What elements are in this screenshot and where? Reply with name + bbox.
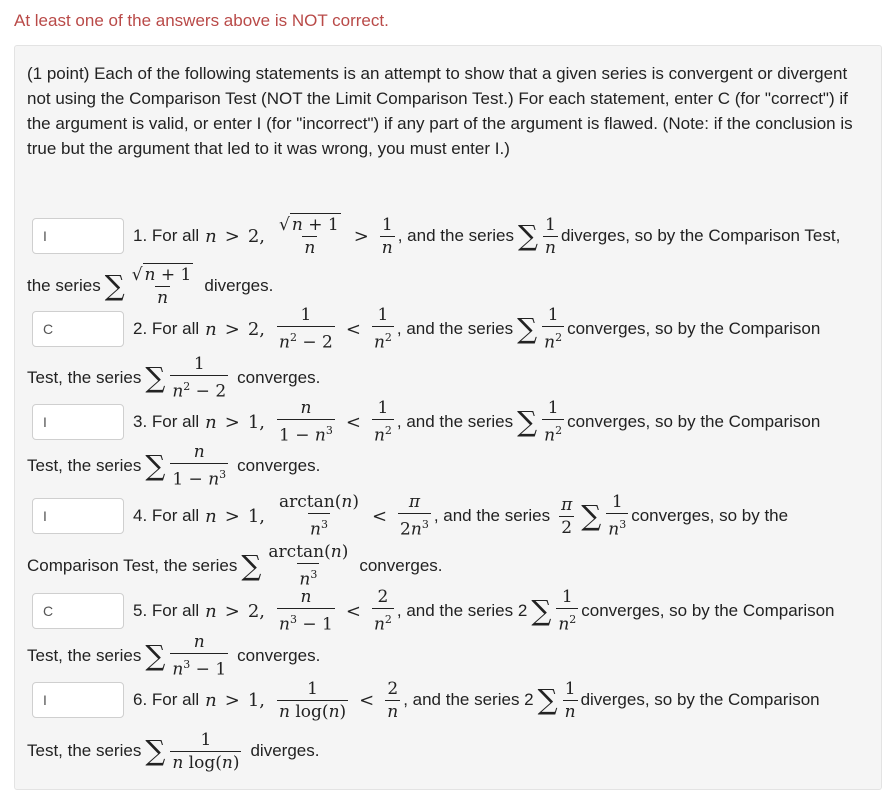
statement-4-cont: Comparison Test, the series ∑ $\frac{\arctan(n)}{n^3}$ converges.: [27, 542, 443, 590]
answer-input-1[interactable]: [32, 218, 124, 254]
statement-1: 1. For all n > 2, $\frac{√ n + 1}{n}$ > $\frac{1}{n}$ , and the series ∑ $\frac{1}{n}$ diverges, so by the Comparison Test,: [133, 214, 841, 258]
statement-6-cont: Test, the series ∑ $\frac{1}{\text{n log(n)}}$ diverges.: [27, 729, 320, 773]
statement-4: 4. For all n > 1, $\frac{\arctan(n)}{n^3}$ < $\frac{\pi}{2n^3}$ , and the series $\frac{\pi}{2}$ ∑ $\frac{1}{n^3}$ converges, so by the: [133, 492, 789, 540]
problem-panel: [14, 45, 882, 790]
statement-5-cont: Test, the series ∑ $\frac{n}{n^3 - 1}$ converges.: [27, 632, 321, 680]
error-message: At least one of the answers above is NOT correct.: [14, 11, 389, 30]
answer-input-5[interactable]: [32, 593, 124, 629]
statement-2-cont: Test, the series ∑ $\frac{1}{n^2 - 2}$ converges.: [27, 354, 321, 402]
statement-5: 5. For all n > 2, $\frac{n}{n^3 - 1}$ < $\frac{2}{n^2}$ , and the series 2 ∑ $\frac{1}{n^2}$ converges, so by the Comparison: [133, 587, 835, 635]
problem-intro: (1 point) Each of the following statements is an attempt to show that a given series is convergent or divergent not using the Comparison Test (NOT the Limit Comparison Test.) For each statement, enter C (for "correct") if the argument is valid, or enter I (for "incorrect") if any part of the argument is flawed. (Note: if the conclusion is true but the argument that led to it was wrong, you must enter I.): [27, 64, 853, 158]
answer-input-4[interactable]: [32, 498, 124, 534]
statement-3: 3. For all n > 1, $\frac{n}{1 - n^3}$ < $\frac{1}{n^2}$ , and the series ∑ $\frac{1}{n^2}$ converges, so by the Comparison: [133, 398, 821, 446]
answer-input-6[interactable]: [32, 682, 124, 718]
statement-2: 2. For all n > 2, $\frac{1}{n^2 - 2}$ < $\frac{1}{n^2}$ , and the series ∑ $\frac{1}{n^2}$ converges, so by the Comparison: [133, 305, 821, 353]
statement-1-cont: the series ∑ $\frac{√ n + 1}{n}$ diverges.: [27, 265, 274, 308]
answer-input-3[interactable]: [32, 404, 124, 440]
statement-3-cont: Test, the series ∑ $\frac{n}{1 - n^3}$ converges.: [27, 442, 321, 490]
answer-input-2[interactable]: [32, 311, 124, 347]
statement-6: 6. For all n > 1, $\frac{1}{\text{n log(n)}}$ < $\frac{2}{n}$ , and the series 2 ∑ $\frac{1}{n}$ diverges, so by the Comparison: [133, 678, 820, 722]
